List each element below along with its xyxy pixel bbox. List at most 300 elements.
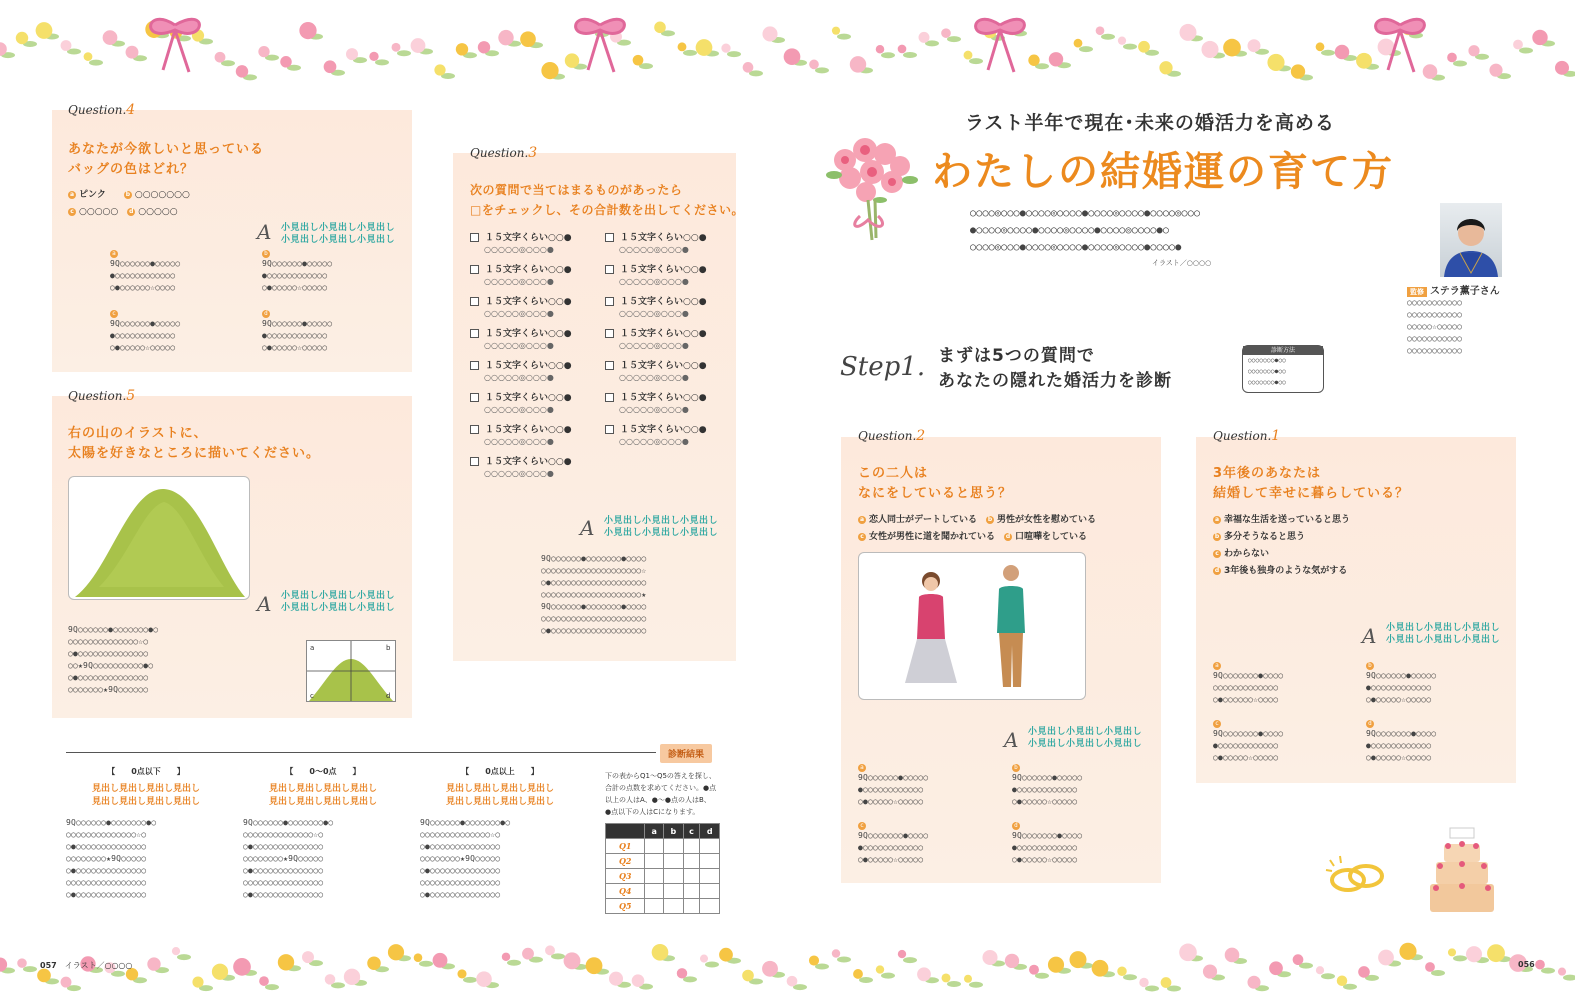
question-2-label: Question.2 bbox=[858, 428, 926, 444]
checklist-item[interactable] bbox=[605, 264, 707, 288]
flower-decoration bbox=[1247, 976, 1260, 989]
text-line: ○○○○○○○○○○○ bbox=[1407, 298, 1463, 307]
flower-decoration bbox=[367, 956, 380, 969]
answer-a-mark: A bbox=[1004, 728, 1019, 752]
text-line: ○○○○○○○○○○○○○○○○○○○○☆ bbox=[541, 566, 647, 575]
text-line: ●○○○○○○○○○○○○ bbox=[858, 785, 924, 794]
question-1-title: 3年後のあなたは 結婚して幸せに暮らしている？ bbox=[1213, 466, 1410, 501]
text-line: ○○○○○○○○○○○○○○○○○○○○○ bbox=[541, 614, 647, 623]
question-4-options: a ピンク b ○○○○○○○ c ○○○○○ d ○○○○○ bbox=[69, 190, 190, 217]
leaf-decoration bbox=[23, 966, 37, 972]
table-cell bbox=[664, 854, 684, 869]
right-page-number: 056 bbox=[1518, 960, 1535, 969]
leaf-decoration bbox=[727, 51, 741, 57]
flower-decoration bbox=[809, 955, 819, 965]
flower-decoration bbox=[172, 947, 180, 955]
leaf-decoration bbox=[881, 973, 895, 979]
text-line: 9Q○○○○○○●○○○○○○○●○○○○ bbox=[541, 602, 647, 611]
checkbox[interactable] bbox=[470, 361, 479, 370]
text-line: ○●○○○○○☆○○○○○ bbox=[1366, 695, 1432, 704]
question-4-block-c bbox=[110, 310, 180, 354]
flower-decoration bbox=[1029, 965, 1039, 975]
note-line: 以上の人はA、●～●点の人はB、 bbox=[605, 796, 711, 804]
text-line: 9Q○○○○○○●○○○○○ bbox=[110, 319, 181, 328]
leaf-decoration bbox=[969, 982, 983, 988]
checklist-item-sub: ○○○○○◎○○○● bbox=[484, 405, 554, 414]
table-cell bbox=[683, 869, 700, 884]
leaf-decoration bbox=[1145, 985, 1159, 991]
checklist-item-sub: ○○○○○◎○○○● bbox=[619, 405, 689, 414]
checklist-item-label: １５文字くらい○○● bbox=[485, 457, 572, 467]
leaf-decoration bbox=[947, 981, 961, 987]
question-1-options: a 幸福な生活を送っていると思う b 多分そうなると思う c わからない d 3年後も独身のような気がする bbox=[1214, 515, 1351, 576]
question-4-block-d bbox=[262, 310, 332, 354]
question-1-block-a bbox=[1213, 662, 1283, 706]
flower-decoration bbox=[696, 39, 713, 56]
leaf-decoration bbox=[1123, 44, 1137, 50]
leaf-decoration bbox=[903, 52, 917, 58]
flower-decoration bbox=[476, 971, 492, 987]
checklist-item-sub: ○○○○○◎○○○● bbox=[619, 373, 689, 382]
flower-decoration bbox=[721, 43, 730, 52]
option-tag: c bbox=[1213, 720, 1221, 728]
question-1-label: Question.1 bbox=[1213, 428, 1281, 444]
checkbox[interactable] bbox=[605, 265, 614, 274]
flower-decoration bbox=[1138, 41, 1150, 53]
flower-decoration bbox=[832, 949, 840, 957]
main-title: わたしの結婚運の育て方 bbox=[932, 149, 1394, 195]
flower-decoration bbox=[762, 961, 778, 977]
mountain-grid-diagram bbox=[306, 640, 396, 702]
text-line: ○●○○○○○○○○○○○○○○ bbox=[66, 866, 147, 875]
table-row bbox=[606, 884, 720, 899]
flower-decoration bbox=[586, 957, 603, 974]
ribbon-bow-decoration bbox=[976, 19, 1025, 72]
leaf-decoration bbox=[419, 961, 433, 967]
checklist-item[interactable] bbox=[605, 360, 707, 384]
flower-decoration bbox=[233, 958, 251, 976]
checklist-item-sub: ○○○○○◎○○○● bbox=[484, 341, 554, 350]
checklist-item-sub: ○○○○○◎○○○● bbox=[484, 437, 554, 446]
question-5-answer-heading: 小見出し小見出し小見出し 小見出し小見出し小見出し bbox=[281, 591, 396, 613]
question-5-label: Question.5 bbox=[68, 388, 136, 404]
option-tag: a bbox=[1213, 662, 1221, 670]
leaf-decoration bbox=[837, 957, 851, 963]
leaf-decoration bbox=[683, 50, 697, 56]
text-line: ○○○○○○○○○○○○○○○○ bbox=[66, 878, 147, 887]
table-cell bbox=[683, 839, 700, 854]
checklist-item[interactable] bbox=[605, 392, 707, 416]
leaf-decoration bbox=[859, 977, 873, 983]
text-line: ○○○○○○○○★9Q○○○○○ bbox=[243, 854, 324, 863]
flower-decoration bbox=[36, 22, 53, 39]
flower-decoration bbox=[652, 944, 669, 961]
flower-decoration bbox=[964, 51, 973, 60]
flower-decoration bbox=[299, 22, 316, 39]
text-line: ○●○○○○○☆○○○○○ bbox=[110, 343, 176, 352]
option-tag: c bbox=[858, 822, 866, 830]
flower-decoration bbox=[325, 974, 336, 985]
flower-decoration bbox=[941, 28, 951, 38]
text-line: ○○○○○○○○○○○○○ bbox=[1213, 683, 1279, 692]
checklist-item-sub: ○○○○○◎○○○● bbox=[619, 277, 689, 286]
text-line: ●○○○○○○○○○○○○ bbox=[1012, 843, 1078, 852]
flower-decoration bbox=[16, 32, 28, 44]
answer-a-mark: A bbox=[257, 220, 272, 244]
checkbox[interactable] bbox=[605, 425, 614, 434]
leaf-decoration bbox=[89, 60, 103, 66]
leaf-decoration bbox=[1453, 955, 1467, 961]
checklist-item[interactable] bbox=[470, 328, 572, 352]
flower-decoration bbox=[1316, 42, 1325, 51]
couple-illustration[interactable] bbox=[858, 552, 1086, 700]
flower-decoration bbox=[324, 60, 337, 73]
row-label: Q4 bbox=[606, 884, 645, 899]
checklist-item[interactable] bbox=[470, 264, 572, 288]
flower-decoration bbox=[1513, 40, 1523, 50]
text-line: ○●○○○○○☆○○○○○ bbox=[1012, 855, 1078, 864]
checklist-item[interactable] bbox=[605, 424, 707, 448]
question-2-title: この二人は なにをしていると思う？ bbox=[858, 466, 1013, 501]
text-line: ○●○○○○○☆○○○○○ bbox=[1366, 753, 1432, 762]
flower-decoration bbox=[1335, 45, 1350, 60]
flower-decoration bbox=[1293, 954, 1304, 965]
grid-label-b: b bbox=[386, 644, 391, 652]
text-line: ○○○○○○○○★9Q○○○○○ bbox=[420, 854, 501, 863]
table-cell bbox=[645, 884, 664, 899]
grid-label-d: d bbox=[386, 692, 391, 700]
question-4-answer-heading: 小見出し小見出し小見出し 小見出し小見出し小見出し bbox=[281, 223, 396, 245]
text-line: ○●○○○○○○○○○○○○○○ bbox=[243, 890, 324, 899]
ribbon-bow-decoration bbox=[151, 19, 200, 72]
checklist-item[interactable] bbox=[605, 232, 707, 256]
row-label: Q3 bbox=[606, 869, 645, 884]
text-line: ●○○○○○○○○○○○○ bbox=[262, 271, 328, 280]
leaf-decoration bbox=[1035, 973, 1049, 979]
text-line: 9Q○○○○○○○●○○○○ bbox=[1213, 729, 1284, 738]
option-tag: d bbox=[1012, 822, 1020, 830]
score-table bbox=[605, 823, 720, 914]
flower-decoration bbox=[784, 48, 801, 65]
checklist-item[interactable] bbox=[470, 424, 572, 448]
flower-decoration bbox=[719, 948, 733, 962]
flower-decoration bbox=[700, 955, 708, 963]
question-1-block-d bbox=[1366, 720, 1436, 764]
text-line: ○●○○○○○○○○○○○○○○ bbox=[66, 890, 147, 899]
text-line: ○○○○○○○○○○○○○○☆○ bbox=[243, 830, 324, 839]
checkbox[interactable] bbox=[470, 329, 479, 338]
flower-decoration bbox=[17, 958, 27, 968]
text-line: ●○○○○○○○○○○○○ bbox=[1012, 785, 1078, 794]
table-cell bbox=[683, 884, 700, 899]
question-4-label: Question.4 bbox=[68, 102, 136, 118]
text-line: ○●○○○○○☆○○○○○ bbox=[858, 855, 924, 864]
flower-decoration bbox=[654, 22, 666, 34]
checklist-item[interactable] bbox=[470, 232, 572, 256]
flower-decoration bbox=[743, 62, 754, 73]
flower-decoration bbox=[609, 972, 623, 986]
text-line: ○○○○○○○○○○○ bbox=[1407, 310, 1463, 319]
flower-decoration bbox=[1118, 37, 1126, 45]
flower-decoration bbox=[678, 42, 687, 51]
question-2-block-c bbox=[858, 822, 928, 866]
text-line: ○●○○○○○○○○○○○○○○○○○○○ bbox=[541, 626, 647, 635]
supervisor-photo bbox=[1440, 203, 1502, 277]
table-cell bbox=[700, 884, 720, 899]
question-2-options: a 恋人同士がデートしている b 男性が女性を慰めている c 女性が男性に道を聞かれている d 口喧嘩をしている bbox=[859, 515, 1097, 542]
flower-decoration bbox=[1423, 64, 1438, 79]
checkbox[interactable] bbox=[605, 361, 614, 370]
checkbox[interactable] bbox=[605, 297, 614, 306]
step-label: Step1. bbox=[840, 352, 926, 382]
table-cell bbox=[683, 899, 700, 914]
text-line: ○○○○○○○●○○ bbox=[1248, 368, 1287, 375]
flower-decoration bbox=[61, 977, 72, 988]
note-line: 合計の点数を求めてください。●点 bbox=[605, 784, 717, 792]
checklist-item[interactable] bbox=[470, 456, 572, 480]
checklist-item-sub: ○○○○○◎○○○● bbox=[484, 309, 554, 318]
text-line: 9Q○○○○○○●○○○○○ bbox=[262, 259, 333, 268]
leaf-decoration bbox=[705, 962, 719, 968]
text-line: 9Q○○○○○○●○○○○○ bbox=[1012, 773, 1083, 782]
flower-decoration bbox=[433, 953, 448, 968]
checkbox[interactable] bbox=[470, 233, 479, 242]
flower-decoration bbox=[1139, 978, 1148, 987]
mountain-illustration[interactable] bbox=[68, 476, 250, 600]
flower-decoration bbox=[1558, 968, 1566, 976]
answer-a-mark: A bbox=[580, 516, 595, 540]
checklist-item-label: １５文字くらい○○● bbox=[620, 361, 707, 371]
flower-decoration bbox=[126, 46, 139, 59]
flower-decoration bbox=[917, 967, 931, 981]
flower-decoration bbox=[502, 953, 510, 961]
question-4-block-a bbox=[110, 250, 180, 294]
text-line: ○●○○○○○○○○○○○○○○ bbox=[68, 673, 149, 682]
leaf-decoration bbox=[1101, 34, 1115, 40]
flower-decoration bbox=[411, 38, 426, 53]
checkbox[interactable] bbox=[605, 329, 614, 338]
text-line: ○●○○○○○○○○○○○○○○ bbox=[68, 649, 149, 658]
flower-decoration bbox=[236, 65, 248, 77]
leaf-decoration bbox=[397, 50, 411, 56]
flower-decoration bbox=[280, 56, 292, 68]
flower-decoration bbox=[456, 43, 468, 55]
intro-line: ○○○○◎○○○●○○○○◎○○○○●○○○○◎○○○○●○○○○◎○○○ bbox=[970, 208, 1201, 219]
flower-decoration bbox=[1201, 41, 1218, 58]
bottom-floral-garland bbox=[0, 930, 1575, 996]
text-line: ○●○○○○○○○○○○○○○○ bbox=[420, 890, 501, 899]
wedding-rings-illustration bbox=[1322, 852, 1392, 898]
flower-decoration bbox=[392, 43, 401, 52]
leaf-decoration bbox=[551, 953, 565, 959]
flower-decoration bbox=[633, 55, 644, 66]
flower-decoration bbox=[677, 968, 687, 978]
leaf-decoration bbox=[265, 984, 279, 990]
flower-decoration bbox=[1356, 53, 1372, 69]
flower-decoration bbox=[61, 40, 72, 51]
option-tag: a bbox=[110, 250, 118, 258]
flower-decoration bbox=[344, 969, 360, 985]
question-1-block-b bbox=[1366, 662, 1436, 706]
flower-decoration bbox=[1316, 966, 1324, 974]
text-line: ○○○○○○○○○○○ bbox=[1407, 334, 1463, 343]
option-tag: d bbox=[1366, 720, 1374, 728]
flower-decoration bbox=[259, 976, 269, 986]
text-line: ○●○○○○○○☆○○○○ bbox=[1213, 695, 1279, 704]
flower-decoration bbox=[1487, 944, 1505, 962]
flower-decoration bbox=[1466, 946, 1482, 962]
table-cell bbox=[664, 839, 684, 854]
flower-decoration bbox=[787, 976, 798, 987]
option-tag: d bbox=[262, 310, 270, 318]
checklist-item-label: １５文字くらい○○● bbox=[620, 297, 707, 307]
question-3-answer-heading: 小見出し小見出し小見出し 小見出し小見出し小見出し bbox=[604, 516, 719, 538]
illustration-credit: イラスト／○○○○ bbox=[1152, 259, 1212, 267]
leaf-decoration bbox=[969, 58, 983, 64]
answer-a-mark: A bbox=[257, 592, 272, 616]
table-header-cell bbox=[606, 824, 645, 839]
option-tag: b bbox=[262, 250, 270, 258]
checkbox[interactable] bbox=[605, 393, 614, 402]
flower-decoration bbox=[1291, 64, 1305, 78]
leaf-decoration bbox=[1563, 975, 1575, 981]
checklist-item-label: １５文字くらい○○● bbox=[485, 297, 572, 307]
checklist-item-sub: ○○○○○◎○○○● bbox=[484, 373, 554, 382]
flower-decoration bbox=[1070, 951, 1087, 968]
flower-decoration bbox=[1203, 964, 1217, 978]
flower-decoration bbox=[215, 52, 226, 63]
question-4-block-b bbox=[262, 250, 332, 294]
flower-decoration bbox=[457, 969, 466, 978]
result-divider bbox=[66, 752, 656, 753]
table-cell bbox=[700, 839, 720, 854]
checklist-item[interactable] bbox=[605, 296, 707, 320]
question-3-text-block bbox=[541, 553, 646, 637]
flower-decoration bbox=[478, 41, 490, 53]
flower-decoration bbox=[742, 970, 754, 982]
flower-decoration bbox=[278, 954, 294, 970]
checkbox[interactable] bbox=[605, 233, 614, 242]
supervisor-label: 監修 ステラ薫子さん bbox=[1407, 282, 1500, 297]
note-line: 下の表からQ1～Q5の答えを探し、 bbox=[605, 772, 716, 780]
checklist-item-label: １５文字くらい○○● bbox=[620, 393, 707, 403]
text-line: ○●○○○○○○○○○○○○○○○○○○○ bbox=[541, 578, 647, 587]
checklist-item[interactable] bbox=[470, 360, 572, 384]
text-line: ●○○○○○○○○○○○○ bbox=[1213, 741, 1279, 750]
text-line: 9Q○○○○○○●○○○○○○○●○ bbox=[66, 818, 157, 827]
checklist-item-label: １５文字くらい○○● bbox=[620, 425, 707, 435]
checklist-item-label: １５文字くらい○○● bbox=[485, 329, 572, 339]
text-line: ○○★9Q○○○○○○○○○○●○ bbox=[68, 661, 154, 670]
question-3-checklist-left bbox=[470, 232, 572, 488]
checkbox[interactable] bbox=[470, 265, 479, 274]
text-line: ○○○○○○○★9Q○○○○○○ bbox=[68, 685, 149, 694]
flower-decoration bbox=[1358, 966, 1370, 978]
flower-decoration bbox=[346, 48, 358, 60]
flower-decoration bbox=[876, 45, 885, 54]
result-column-3: 【 0点以上 】 見出し見出し見出し見出し 見出し見出し見出し見出し 9Q○○○○○○●○○○○○○○●○ ○○○○○○○○○○○○○○☆○ ○●○○○○○○○○○○○○○○ ○○○○○○○○★9Q○○○○○ ○●○○○○○○○○○○○○○○ ○○○○○○○○○○○○○○○○ ○●○○○○○○○○○○○○○○ bbox=[420, 766, 580, 901]
flower-decoration bbox=[1179, 944, 1197, 962]
leaf-decoration bbox=[1541, 968, 1555, 974]
text-line: 9Q○○○○○○●○○○○○ bbox=[1366, 671, 1437, 680]
text-line: ○○○○○○○○○○○○○○○○ bbox=[243, 878, 324, 887]
checkbox[interactable] bbox=[470, 425, 479, 434]
flower-decoration bbox=[1048, 957, 1064, 973]
flower-decoration bbox=[964, 975, 972, 983]
flower-decoration bbox=[1468, 45, 1479, 56]
question-5-text-block bbox=[68, 624, 158, 696]
text-line: 9Q○○○○○○●○○○○○○○●○○○○ bbox=[541, 554, 647, 563]
checkbox[interactable] bbox=[470, 457, 479, 466]
checkbox[interactable] bbox=[470, 297, 479, 306]
question-4-title: あなたが今欲しいと思っている バッグの色はどれ？ bbox=[68, 142, 265, 177]
flower-decoration bbox=[84, 52, 93, 61]
text-line: ○●○○○○○○○○○○○○○○ bbox=[66, 842, 147, 851]
table-cell bbox=[683, 854, 700, 869]
table-header-cell: b bbox=[664, 824, 684, 839]
text-line: 9Q○○○○○○●○○○○○○○●○ bbox=[420, 818, 511, 827]
grid-label-a: a bbox=[310, 644, 315, 652]
table-header-cell: c bbox=[683, 824, 700, 839]
question-3-title: 次の質問で当てはまるものがあったら □をチェックし、その合計数を出してください。 bbox=[470, 183, 744, 217]
text-line: ●○○○○○○○○○○○○ bbox=[858, 843, 924, 852]
checklist-item-sub: ○○○○○◎○○○● bbox=[484, 469, 554, 478]
text-line: 9Q○○○○○○○●○○○○ bbox=[1012, 831, 1083, 840]
flower-decoration bbox=[1489, 64, 1502, 77]
table-row bbox=[606, 869, 720, 884]
wedding-cake-illustration bbox=[1426, 822, 1498, 918]
flower-decoration bbox=[1028, 55, 1039, 66]
leaf-decoration bbox=[903, 957, 917, 963]
question-3-checklist-right bbox=[605, 232, 707, 456]
text-line: ○●○○○○○○○○○○○○○○ bbox=[243, 842, 324, 851]
text-line: ○●○○○○○○○○○○○○○○ bbox=[243, 866, 324, 875]
flower-decoration bbox=[1532, 30, 1547, 45]
table-header-cell: a bbox=[645, 824, 664, 839]
checkbox[interactable] bbox=[470, 393, 479, 402]
text-line: ●○○○○○○○○○○○○ bbox=[110, 271, 176, 280]
left-page-number: 057 イラスト／○○○○ bbox=[40, 961, 133, 970]
flower-decoration bbox=[103, 30, 118, 45]
table-row bbox=[606, 899, 720, 914]
checklist-item-label: １５文字くらい○○● bbox=[485, 425, 572, 435]
flower-decoration bbox=[212, 964, 228, 980]
note-line: ●点以下の人はCになります。 bbox=[605, 808, 700, 816]
checklist-item-label: １５文字くらい○○● bbox=[620, 233, 707, 243]
grid-label-c: c bbox=[310, 692, 314, 700]
row-label: Q1 bbox=[606, 839, 645, 854]
intro-line: ●○○○○◎○○○○●○○○○◎○○○○●○○○○◎○○○○●○ bbox=[970, 225, 1170, 236]
checklist-item-sub: ○○○○○◎○○○● bbox=[619, 341, 689, 350]
checklist-item[interactable] bbox=[605, 328, 707, 352]
question-2-block-b bbox=[1012, 764, 1082, 808]
flower-decoration bbox=[1378, 950, 1394, 966]
checklist-item[interactable] bbox=[470, 392, 572, 416]
text-line: ○●○○○○○○○○○○○○○○ bbox=[420, 842, 501, 851]
result-badge: 診断結果 bbox=[660, 744, 712, 763]
leaf-decoration bbox=[1519, 48, 1533, 54]
table-cell bbox=[645, 839, 664, 854]
leaf-decoration bbox=[947, 36, 961, 42]
flower-decoration bbox=[832, 27, 840, 35]
option-tag: c bbox=[110, 310, 118, 318]
flower-decoration bbox=[192, 977, 203, 988]
step-heading: まずは5つの質問で あなたの隠れた婚活力を診断 bbox=[938, 346, 1172, 391]
flower-decoration bbox=[762, 26, 777, 41]
checklist-item[interactable] bbox=[470, 296, 572, 320]
flower-decoration bbox=[1161, 977, 1172, 988]
text-line: 9Q○○○○○○●○○○○○○○●○ bbox=[243, 818, 334, 827]
